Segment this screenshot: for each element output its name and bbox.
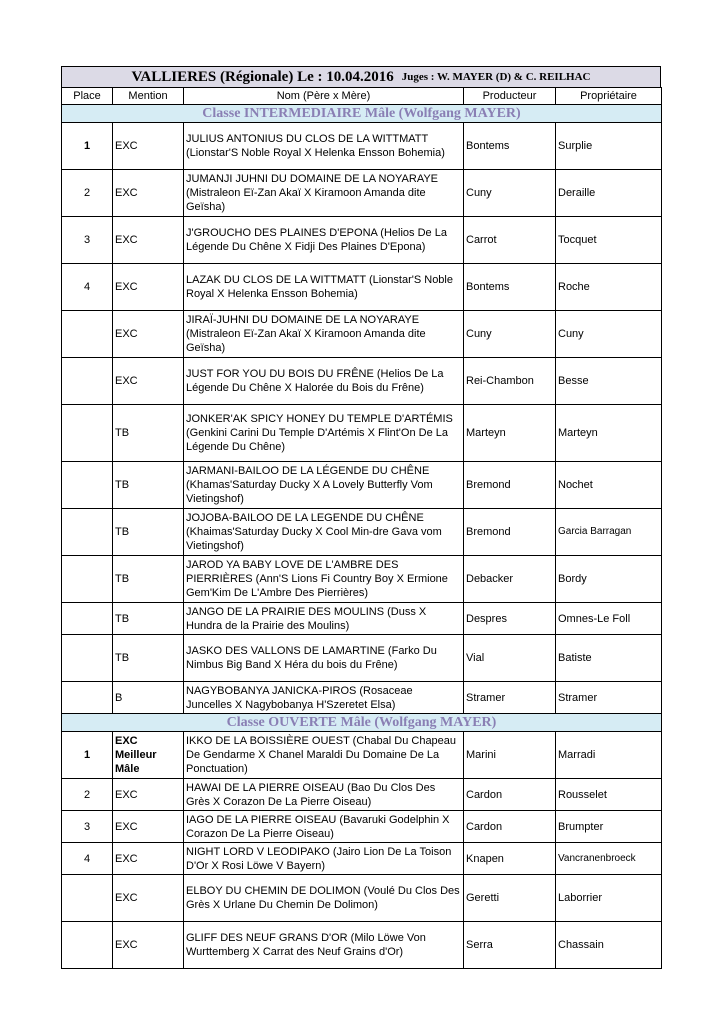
cell-owner: Vancranenbroeck [556,843,662,875]
cell-owner: Omnes-Le Foll [556,603,662,635]
column-header-row [62,88,662,105]
cell-place [62,509,113,556]
cell-owner: Chassain [556,922,662,969]
cell-name: JIRAÏ-JUHNI DU DOMAINE DE LA NOYARAYE (Mistraleon Eï-Zan Akaï X Kiramoon Amanda dite Geïsha) [184,311,464,358]
cell-producer: Despres [464,603,556,635]
cell-mention: EXC [113,264,184,311]
cell-place: 2 [62,779,113,811]
cell-name: JUST FOR YOU DU BOIS DU FRÊNE (Helios De La Légende Du Chêne X Halorée du Bois du Frêne) [184,358,464,405]
cell-name: JULIUS ANTONIUS DU CLOS DE LA WITTMATT (Lionstar'S Noble Royal X Helenka Ensson Bohemia) [184,123,464,170]
cell-mention: EXC Meilleur Mâle [113,732,184,779]
cell-producer: Cardon [464,811,556,843]
cell-owner: Brumpter [556,811,662,843]
cell-producer: Carrot [464,217,556,264]
cell-owner: Stramer [556,682,662,714]
cell-place [62,603,113,635]
cell-producer: Stramer [464,682,556,714]
cell-owner: Besse [556,358,662,405]
cell-place [62,635,113,682]
cell-place [62,875,113,922]
cell-mention: EXC [113,843,184,875]
cell-producer: Knapen [464,843,556,875]
cell-name: JAROD YA BABY LOVE DE L'AMBRE DES PIERRIÈRES (Ann'S Lions Fi Country Boy X Ermione Gem'Kim De L'Ambre Des Pierrières) [184,556,464,603]
table-row [62,123,662,170]
cell-producer: Bremond [464,462,556,509]
class-header-row [62,714,662,732]
table-row [62,217,662,264]
column-header-mention: Mention [113,88,184,105]
table-row [62,732,662,779]
cell-name: JOJOBA-BAILOO DE LA LEGENDE DU CHÊNE (Khaimas'Saturday Ducky X Cool Min-dre Gava vom Vietingshof) [184,509,464,556]
cell-owner: Marradi [556,732,662,779]
cell-mention: EXC [113,779,184,811]
cell-mention: TB [113,509,184,556]
cell-owner: Laborrier [556,875,662,922]
cell-owner: Tocquet [556,217,662,264]
table-row [62,603,662,635]
page-title [61,66,661,87]
cell-place [62,462,113,509]
class-title: Classe INTERMEDIAIRE Mâle (Wolfgang MAYER) [62,105,662,123]
cell-mention: TB [113,603,184,635]
table-row [62,311,662,358]
judges-label: Juges : W. MAYER (D) & C. REILHAC [401,71,591,83]
table-row [62,922,662,969]
cell-mention: EXC [113,170,184,217]
cell-owner: Rousselet [556,779,662,811]
table-row [62,509,662,556]
cell-mention: TB [113,556,184,603]
cell-producer: Bremond [464,509,556,556]
cell-name: JONKER'AK SPICY HONEY DU TEMPLE D'ARTÉMIS (Genkini Carini Du Temple D'Artémis X Flint'On De La Légende Du Chêne) [184,405,464,462]
cell-place [62,922,113,969]
results-table [61,87,662,969]
cell-place [62,405,113,462]
cell-place: 1 [62,732,113,779]
cell-place [62,682,113,714]
cell-producer: Debacker [464,556,556,603]
cell-place [62,311,113,358]
cell-name: JARMANI-BAILOO DE LA LÉGENDE DU CHÊNE (Khamas'Saturday Ducky X A Lovely Butterfly Vom Vietingshof) [184,462,464,509]
cell-owner: Nochet [556,462,662,509]
table-row [62,264,662,311]
cell-producer: Marteyn [464,405,556,462]
cell-mention: TB [113,462,184,509]
cell-name: JASKO DES VALLONS DE LAMARTINE (Farko Du Nimbus Big Band X Héra du bois du Frêne) [184,635,464,682]
cell-owner: Roche [556,264,662,311]
cell-place [62,358,113,405]
cell-place: 3 [62,217,113,264]
class-title: Classe OUVERTE Mâle (Wolfgang MAYER) [62,714,662,732]
cell-name: JUMANJI JUHNI DU DOMAINE DE LA NOYARAYE (Mistraleon Eï-Zan Akaï X Kiramoon Amanda dite Geïsha) [184,170,464,217]
column-header-name: Nom (Père x Mère) [184,88,464,105]
cell-producer: Marini [464,732,556,779]
cell-owner: Deraille [556,170,662,217]
cell-name: NIGHT LORD V LEODIPAKO (Jairo Lion De La Toison D'Or X Rosi Löwe V Bayern) [184,843,464,875]
column-header-owner: Propriétaire [556,88,662,105]
cell-place: 2 [62,170,113,217]
table-row [62,811,662,843]
table-row [62,556,662,603]
cell-producer: Cuny [464,311,556,358]
column-header-producer: Producteur [464,88,556,105]
cell-name: HAWAI DE LA PIERRE OISEAU (Bao Du Clos Des Grès X Corazon De La Pierre Oiseau) [184,779,464,811]
cell-mention: EXC [113,123,184,170]
cell-name: NAGYBOBANYA JANICKA-PIROS (Rosaceae Juncelles X Nagybobanya H'Szeretet Elsa) [184,682,464,714]
cell-mention: EXC [113,875,184,922]
cell-name: IKKO DE LA BOISSIÈRE OUEST (Chabal Du Chapeau De Gendarme X Chanel Maraldi Du Domaine De La Ponctuation) [184,732,464,779]
cell-producer: Geretti [464,875,556,922]
cell-producer: Rei-Chambon [464,358,556,405]
results-sheet [61,66,661,969]
cell-name: JANGO DE LA PRAIRIE DES MOULINS (Duss X Hundra de la Prairie des Moulins) [184,603,464,635]
cell-name: IAGO DE LA PIERRE OISEAU (Bavaruki Godelphin X Corazon De La Pierre Oiseau) [184,811,464,843]
cell-name: ELBOY DU CHEMIN DE DOLIMON (Voulé Du Clos Des Grès X Urlane Du Chemin De Dolimon) [184,875,464,922]
cell-name: J'GROUCHO DES PLAINES D'EPONA (Helios De La Légende Du Chêne X Fidji Des Plaines D'Epona) [184,217,464,264]
cell-mention: EXC [113,311,184,358]
cell-producer: Bontems [464,123,556,170]
table-row [62,635,662,682]
cell-mention: EXC [113,358,184,405]
table-row [62,682,662,714]
cell-place: 1 [62,123,113,170]
cell-mention: EXC [113,811,184,843]
show-title: VALLIERES (Régionale) Le : 10.04.2016 [131,68,394,85]
cell-name: GLIFF DES NEUF GRANS D'OR (Milo Löwe Von Wurttemberg X Carrat des Neuf Grains d'Or) [184,922,464,969]
table-row [62,779,662,811]
cell-mention: B [113,682,184,714]
cell-place: 3 [62,811,113,843]
cell-owner: Garcia Barragan [556,509,662,556]
cell-producer: Serra [464,922,556,969]
cell-producer: Cuny [464,170,556,217]
cell-producer: Bontems [464,264,556,311]
cell-producer: Cardon [464,779,556,811]
cell-owner: Surplie [556,123,662,170]
cell-name: LAZAK DU CLOS DE LA WITTMATT (Lionstar'S Noble Royal X Helenka Ensson Bohemia) [184,264,464,311]
cell-owner: Batiste [556,635,662,682]
cell-place: 4 [62,843,113,875]
cell-producer: Vial [464,635,556,682]
cell-place [62,556,113,603]
cell-mention: TB [113,635,184,682]
table-row [62,843,662,875]
table-row [62,462,662,509]
cell-owner: Marteyn [556,405,662,462]
cell-owner: Bordy [556,556,662,603]
cell-owner: Cuny [556,311,662,358]
table-row [62,875,662,922]
class-header-row [62,105,662,123]
table-row [62,170,662,217]
cell-mention: EXC [113,217,184,264]
table-row [62,405,662,462]
table-row [62,358,662,405]
cell-mention: EXC [113,922,184,969]
cell-place: 4 [62,264,113,311]
column-header-place: Place [62,88,113,105]
cell-mention: TB [113,405,184,462]
